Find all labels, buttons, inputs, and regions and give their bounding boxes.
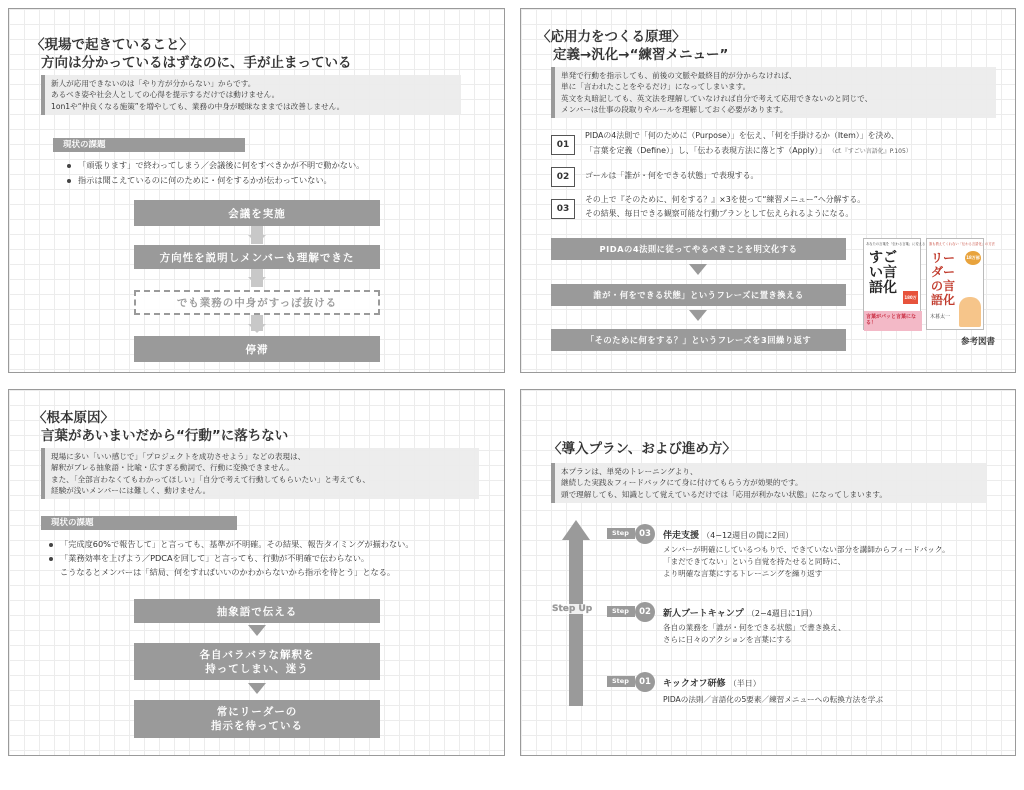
slide-title: 〈導入プラン、および進め方〉 <box>548 441 736 457</box>
slide-title: 〈現場で起きていること〉 <box>31 37 193 53</box>
book-author: 木暮太一 <box>930 314 951 320</box>
description-line: 経験が浅いメンバーには難しく、動けません。 <box>51 485 211 495</box>
description-line: 継続した実践＆フィードバックにて身に付けてもらう方が効果的です。 <box>561 478 803 488</box>
flow-step: PIDAの4法則に従ってやるべきことを明文化する <box>551 238 846 260</box>
bullet-dot <box>49 543 53 547</box>
bullet-item: 「業務効率を上げよう／PDCAを回して」と言っても、行動が不明確で伝わらない。 <box>49 551 369 565</box>
step-number: 03 <box>551 199 575 219</box>
bullet-item: 「頑張ります」で終わってしまう／会議後に何をすべきかが不明で動かない。 <box>67 158 364 172</box>
step-up-arrow-shaft <box>569 538 583 706</box>
step-line: その結果、毎日できる観察可能な行動プランとして伝えられるようになる。 <box>585 209 854 218</box>
flow-arrow <box>248 625 266 636</box>
step-number: 01 <box>635 672 655 692</box>
bullet-item: 「完成度60%で報告して」と言っても、基準が不明確。その結果、報告タイミングが揃わない。 <box>49 537 414 551</box>
reference-books-caption: 参考図書 <box>961 337 996 347</box>
book-cover-sugoi-gengoka: あなたの言葉を「伝わる言葉」に変える すごい言語化 180万 言葉がパッと言葉になる！ <box>863 238 921 330</box>
step-number: 02 <box>635 602 655 622</box>
description-line: 英文を丸暗記しても、英文法を理解していなければ自分で考えて応用できないのと同じで、 <box>561 93 873 103</box>
slide-subtitle: 定義→汎化→“練習メニュー” <box>553 47 729 63</box>
step-line: PIDAの4法則で「何のために（Purpose）」を伝え、「何を手掛けるか（Item）」を決め、 <box>585 131 899 140</box>
flow-step: 停滞 <box>134 336 380 362</box>
flow-step: 「そのために何をする？」というフレーズを3回繰り返す <box>551 329 846 351</box>
step-tag: Step <box>607 528 635 539</box>
description-box <box>551 67 996 118</box>
flow-arrow-head <box>248 277 266 286</box>
slide-title: 〈応用力をつくる原理〉 <box>537 29 686 45</box>
issue-label: 現状の課題 <box>41 516 237 530</box>
book-cover-leader-gengoka: 誰も教えてくれない「伝わる言語化」の方法 リーダーの言語化 18万部 木暮太一 <box>926 238 984 330</box>
step-up-label: Step Up <box>552 604 593 614</box>
step-tag: Step <box>607 676 635 687</box>
step-line: その上で『そのために、何をする？』×3を使って“練習メニュー”へ分解する。 <box>585 195 866 204</box>
flow-step: 各自バラバラな解釈を 持ってしまい、迷う <box>134 643 380 680</box>
description-line: 1on1や“仲良くなる施策”を増やしても、業務の中身が曖昧なままでは改善しません。 <box>51 101 345 111</box>
bullet-continuation: こうなるとメンバーは「結局、何をすればいいのかわからないから指示を待とう」となる。 <box>60 567 396 577</box>
sales-badge: 18万部 <box>965 251 981 265</box>
bullet-item: 指示は聞こえているのに何のために・何をするかが伝わっていない。 <box>67 173 332 187</box>
flow-arrow-head <box>248 235 266 244</box>
step-title: 新人ブートキャンプ （2−4週目に1回） <box>663 609 817 619</box>
flow-arrow <box>689 264 707 275</box>
slide-current-situation <box>8 8 505 373</box>
step-number: 02 <box>551 167 575 187</box>
slide-subtitle: 方向は分かっているはずなのに、手が止まっている <box>41 55 352 71</box>
description-box <box>41 448 479 499</box>
flow-arrow <box>689 310 707 321</box>
step-title: 伴走支援 （4−12週目の間に2回） <box>663 531 794 541</box>
slide-subtitle: 言葉があいまいだから“行動”に落ちない <box>41 428 289 444</box>
description-line: また、「全部言わなくてもわかってほしい」「自分で考えて行動してもらいたい」と考えても、 <box>51 474 370 484</box>
citation: （cf.『すごい言語化』P.105） <box>828 148 912 155</box>
bullet-dot <box>67 179 71 183</box>
description-line: あるべき姿や社会人としての心得を提示するだけでは動けません。 <box>51 90 280 100</box>
step-number: 01 <box>551 135 575 155</box>
issue-label: 現状の課題 <box>53 138 245 152</box>
step-description: PIDAの法則／言語化の5要素／練習メニューへの転換方法を学ぶ <box>663 695 883 704</box>
bullet-dot <box>67 164 71 168</box>
slide-root-cause <box>8 389 505 756</box>
flow-step: 誰が・何をできる状態」というフレーズに置き換える <box>551 284 846 306</box>
bullet-dot <box>49 557 53 561</box>
flow-arrow <box>248 683 266 694</box>
step-description: メンバーが明確にしているつもりで、できていない部分を講師からフィードバック。 「まだできてない」という自覚を持たせると同時に、 より明確な言葉にするトレーニングを繰り返す <box>663 545 950 578</box>
description-line: 現場に多い「いい感じで」「プロジェクトを成功させよう」などの表現は、 <box>51 452 306 461</box>
description-line: 本プランは、単発のトレーニングより、 <box>561 467 698 476</box>
flow-step-missing: でも業務の中身がすっぽ抜ける <box>134 290 380 315</box>
description-box <box>551 463 987 503</box>
flow-step: 方向性を説明しメンバーも理解できた <box>134 245 380 269</box>
flow-step: 会議を実施 <box>134 200 380 226</box>
flow-arrow-head <box>248 324 266 333</box>
illustration-figure <box>959 297 981 327</box>
sales-badge: 180万 <box>903 291 918 304</box>
description-line: 頭で理解しても、知識として覚えているだけでは「応用が利かない状態」になってしまいます。 <box>561 489 887 499</box>
description-line: 新人が応用できないのは「やり方が分からない」からです。 <box>51 79 256 88</box>
step-number: 03 <box>635 524 655 544</box>
step-up-arrow-head <box>562 520 590 540</box>
slide-rollout-plan <box>520 389 1016 756</box>
step-tag: Step <box>607 606 635 617</box>
description-line: メンバーは仕事の段取りやルールを理解しておく必要があります。 <box>561 104 788 114</box>
description-line: 単に「言われたことをやるだけ」になってしまいます。 <box>561 82 751 92</box>
step-description: 各自の業務を「誰が・何をできる状態」で書き換え、 さらに日々のアクションを言葉にする <box>663 623 846 644</box>
slide-title: 〈根本原因〉 <box>33 410 114 426</box>
flow-step: 常にリーダーの 指示を待っている <box>134 700 380 738</box>
step-line: ゴールは「誰が・何をできる状態」で表現する。 <box>585 171 759 180</box>
description-box <box>41 75 461 115</box>
step-title: キックオフ研修 （半日） <box>663 679 761 689</box>
description-line: 単発で行動を指示しても、前後の文脈や最終目的が分からなければ、 <box>561 71 797 80</box>
slide-principle <box>520 8 1016 373</box>
description-line: 解釈がブレる抽象語・比喩・広すぎる動詞で、行動に変換できません。 <box>51 463 294 473</box>
flow-step: 抽象語で伝える <box>134 599 380 623</box>
step-line: 「言葉を定義（Define）」し、「伝わる表現方法に落とす（Apply）」 （cf.『すごい言語化』P.105） <box>585 146 912 155</box>
